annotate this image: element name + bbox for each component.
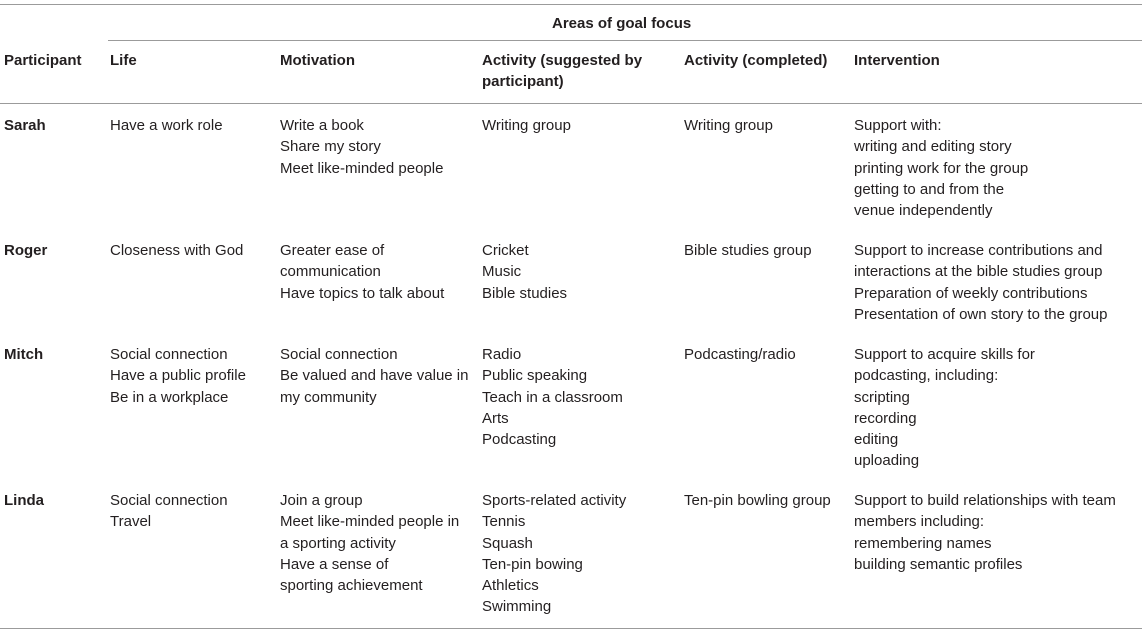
column-header-participant bbox=[4, 50, 82, 71]
cell-text: Podcasting bbox=[482, 431, 557, 449]
cell-text: Podcasting/radio bbox=[684, 346, 796, 363]
cell-activity-completed bbox=[684, 240, 812, 261]
cell-intervention bbox=[854, 344, 1035, 472]
cell-intervention bbox=[854, 115, 1028, 221]
cell-text: Music bbox=[482, 263, 522, 281]
cell-participant bbox=[4, 240, 47, 261]
cell-activity-completed bbox=[684, 115, 773, 136]
cell-text: printing work for the group bbox=[854, 159, 1029, 177]
cell-text: remembering names bbox=[854, 534, 992, 552]
cell-text: Roger bbox=[4, 242, 48, 259]
cell-text: Linda bbox=[4, 492, 44, 509]
cell-text: Support with: bbox=[854, 117, 942, 134]
cell-text: Arts bbox=[482, 409, 509, 427]
column-header-intervention-line: Intervention bbox=[854, 52, 940, 69]
cell-life bbox=[110, 344, 246, 408]
cell-text: Tennis bbox=[482, 513, 526, 531]
cell-text: Radio bbox=[482, 346, 522, 363]
column-header-life-line: Life bbox=[110, 52, 137, 69]
cell-text: a sporting activity bbox=[280, 534, 396, 552]
cell-text: Have a work role bbox=[110, 117, 223, 134]
cell-text: interactions at the bible studies group bbox=[854, 263, 1103, 281]
cell-text: sporting achievement bbox=[280, 577, 423, 595]
top-rule bbox=[0, 4, 1142, 5]
cell-participant bbox=[4, 490, 44, 511]
cell-activity-suggested bbox=[482, 344, 623, 450]
column-header-activity-completed-line: Activity (completed) bbox=[684, 52, 828, 69]
cell-activity-suggested bbox=[482, 115, 571, 136]
cell-text: Cricket bbox=[482, 242, 529, 259]
column-header-motivation-line: Motivation bbox=[280, 52, 355, 69]
cell-text: Greater ease of bbox=[280, 242, 385, 259]
cell-text: Swimming bbox=[482, 598, 552, 616]
cell-text: Writing group bbox=[482, 117, 571, 134]
cell-text: Support to acquire skills for bbox=[854, 346, 1035, 363]
column-header-activity-suggested-line: Activity (suggested by bbox=[482, 52, 643, 69]
cell-intervention bbox=[854, 240, 1107, 325]
cell-text: writing and editing story bbox=[854, 138, 1012, 156]
cell-text: Bible studies group bbox=[684, 242, 812, 259]
cell-text: Travel bbox=[110, 513, 152, 531]
cell-text: Social connection bbox=[110, 492, 228, 509]
cell-text: getting to and from the bbox=[854, 180, 1005, 198]
cell-intervention bbox=[854, 490, 1116, 575]
column-header-participant-line: Participant bbox=[4, 52, 82, 69]
cell-text: Be in a workplace bbox=[110, 388, 229, 406]
column-header-motivation bbox=[280, 50, 355, 71]
cell-text: Sports-related activity bbox=[482, 492, 627, 509]
cell-motivation bbox=[280, 240, 444, 304]
cell-life bbox=[110, 240, 243, 261]
cell-life bbox=[110, 115, 223, 136]
column-header-activity-completed bbox=[684, 50, 827, 71]
cell-participant bbox=[4, 344, 43, 365]
cell-text: Write a book bbox=[280, 117, 364, 134]
cell-text: Share my story bbox=[280, 138, 381, 156]
header-bottom-rule bbox=[0, 103, 1142, 104]
cell-text: communication bbox=[280, 263, 381, 281]
cell-activity-completed bbox=[684, 490, 831, 511]
cell-text: Social connection bbox=[280, 346, 398, 363]
cell-text: Have topics to talk about bbox=[280, 284, 445, 302]
cell-activity-suggested bbox=[482, 240, 567, 304]
cell-participant bbox=[4, 115, 46, 136]
cell-text: uploading bbox=[854, 452, 920, 470]
cell-text: Support to increase contributions and bbox=[854, 242, 1103, 259]
cell-activity-suggested bbox=[482, 490, 626, 618]
cell-text: Mitch bbox=[4, 346, 44, 363]
cell-text: Ten-pin bowing bbox=[482, 555, 583, 573]
cell-text: venue independently bbox=[854, 202, 993, 220]
cell-activity-completed bbox=[684, 344, 796, 365]
bottom-rule bbox=[0, 628, 1142, 629]
column-header-activity-suggested bbox=[482, 50, 642, 93]
cell-text: Closeness with God bbox=[110, 242, 244, 259]
cell-text: Writing group bbox=[684, 117, 773, 134]
cell-text: members including: bbox=[854, 513, 985, 531]
cell-text: my community bbox=[280, 388, 377, 406]
column-header-intervention bbox=[854, 50, 940, 71]
cell-motivation bbox=[280, 344, 468, 408]
cell-text: Sarah bbox=[4, 117, 46, 134]
cell-text: Bible studies bbox=[482, 284, 568, 302]
cell-text: Public speaking bbox=[482, 367, 588, 385]
cell-text: editing bbox=[854, 431, 899, 449]
column-header-life bbox=[110, 50, 137, 71]
cell-text: Meet like-minded people bbox=[280, 159, 444, 177]
cell-text: Support to build relationships with team bbox=[854, 492, 1116, 509]
cell-text: podcasting, including: bbox=[854, 367, 999, 385]
cell-text: Meet like-minded people in bbox=[280, 513, 460, 531]
cell-text: Ten-pin bowling group bbox=[684, 492, 831, 509]
cell-motivation bbox=[280, 490, 459, 596]
group-header-rule bbox=[108, 40, 1142, 41]
cell-text: Teach in a classroom bbox=[482, 388, 623, 406]
cell-text: Preparation of weekly contributions bbox=[854, 284, 1088, 302]
cell-motivation bbox=[280, 115, 443, 179]
column-header-activity-suggested-line: participant) bbox=[482, 73, 564, 91]
cell-text: Have a sense of bbox=[280, 555, 389, 573]
cell-text: Be valued and have value in bbox=[280, 367, 469, 385]
group-header: Areas of goal focus bbox=[552, 15, 692, 32]
cell-text: Squash bbox=[482, 534, 533, 552]
cell-text: building semantic profiles bbox=[854, 555, 1023, 573]
cell-life bbox=[110, 490, 228, 533]
cell-text: recording bbox=[854, 409, 917, 427]
cell-text: Social connection bbox=[110, 346, 228, 363]
cell-text: Presentation of own story to the group bbox=[854, 305, 1108, 323]
cell-text: Join a group bbox=[280, 492, 363, 509]
cell-text: Have a public profile bbox=[110, 367, 246, 385]
cell-text: Athletics bbox=[482, 577, 539, 595]
cell-text: scripting bbox=[854, 388, 910, 406]
